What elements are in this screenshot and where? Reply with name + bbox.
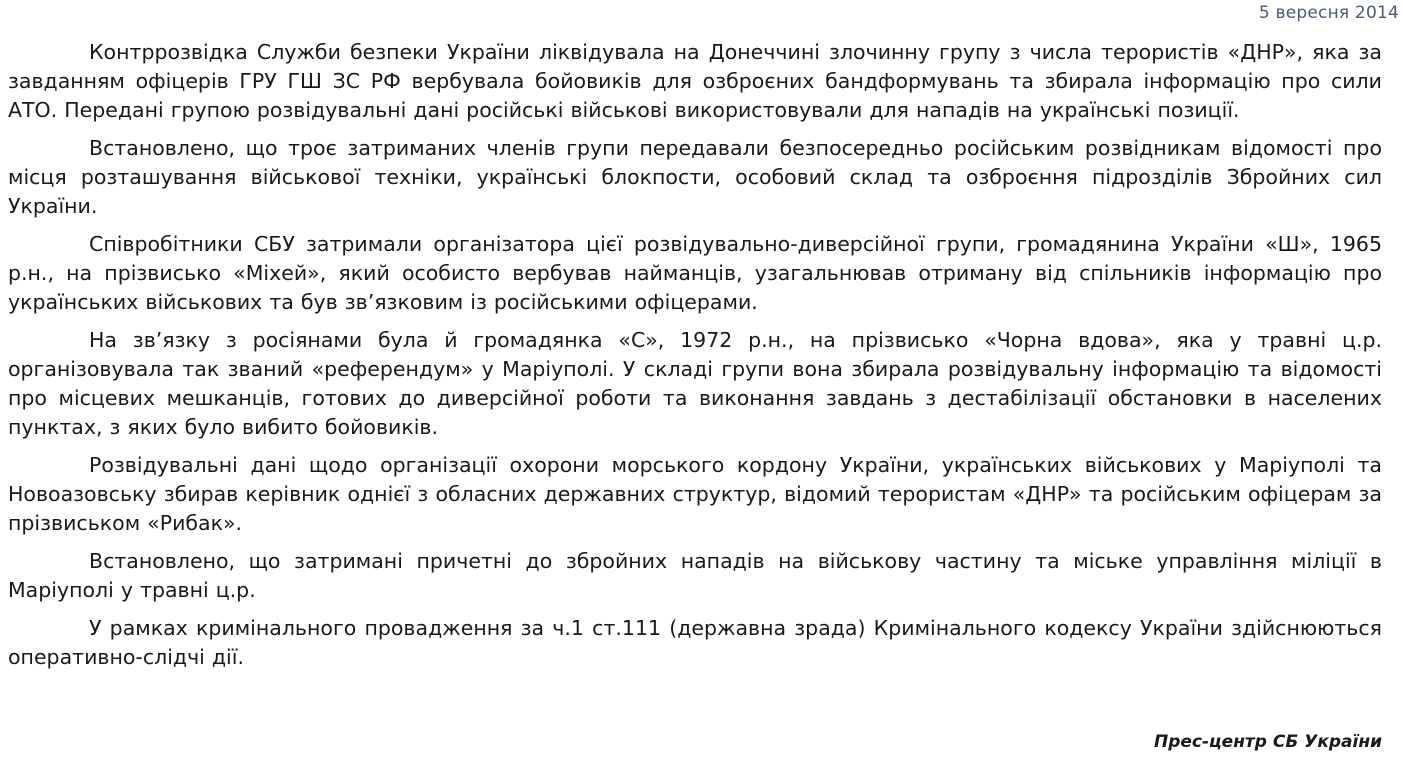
press-center-signature: Прес-центр СБ України <box>1154 732 1382 752</box>
paragraph: Співробітники СБУ затримали організатора цієї розвідувально-диверсійної групи, громадянина України «Ш», 1965 р.н., на прізвисько «Міхей», який особисто вербував найманців, узагальнював отриману від спільників інформацію про українських військових та був зв’язковим із російськими офіцерами. <box>8 232 1382 314</box>
paragraph: Розвідувальні дані щодо організації охорони морського кордону України, українських військових у Маріуполі та Новоазовську збирав керівник однієї з обласних державних структур, відомий терористам «ДНР» та російським офіцерам за прізвиськом «Рибак». <box>8 453 1382 535</box>
article-body <box>8 38 1382 681</box>
paragraph: У рамках кримінального провадження за ч.1 ст.111 (державна зрада) Кримінального кодексу України здійснюються оперативно-слідчі дії. <box>8 616 1382 669</box>
paragraph: Встановлено, що троє затриманих членів групи передавали безпосередньо російським розвідникам відомості про місця розташування військової техніки, українські блокпости, особовий склад та озброєння підрозділів Збройних сил України. <box>8 136 1382 218</box>
paragraph: На зв’язку з росіянами була й громадянка «С», 1972 р.н., на прізвисько «Чорна вдова», яка у травні ц.р. організовувала так званий «референдум» у Маріуполі. У складі групи вона збирала розвідувальну інформацію та відомості про місцевих мешканців, готових до диверсійної роботи та виконання завдань з дестабілізації обстановки в населених пунктах, з яких було вибито бойовиків. <box>8 328 1382 439</box>
paragraph: Контррозвідка Служби безпеки України ліквідувала на Донеччині злочинну групу з числа терористів «ДНР», яка за завданням офіцерів ГРУ ГШ ЗС РФ вербувала бойовиків для озброєних бандформувань та збирала інформацію про сили АТО. Передані групою розвідувальні дані російські військові використовували для нападів на українські позиції. <box>8 40 1382 122</box>
paragraph: Встановлено, що затримані причетні до збройних нападів на військову частину та міське управління міліції в Маріуполі у травні ц.р. <box>8 549 1382 602</box>
publication-date: 5 вересня 2014 <box>1258 3 1399 23</box>
